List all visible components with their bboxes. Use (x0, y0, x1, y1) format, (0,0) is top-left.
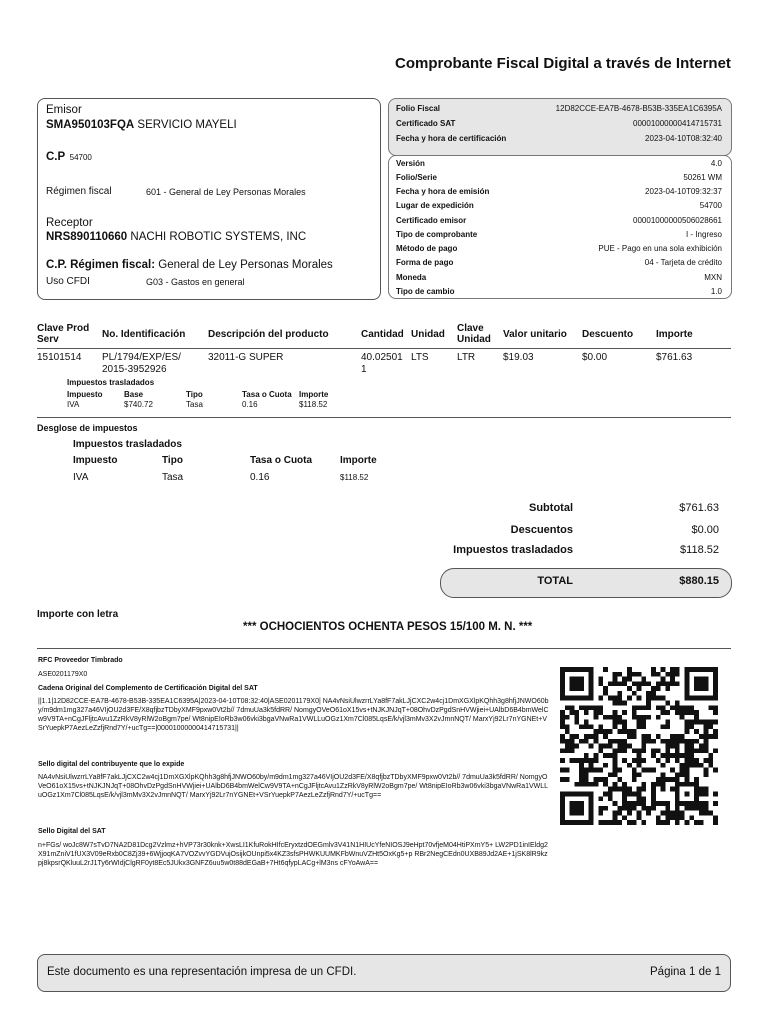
cert-sat-row (396, 119, 722, 128)
detail-label: Versión (396, 159, 425, 168)
detail-row (396, 258, 722, 267)
col-clave-unidad: Clave Unidad (457, 323, 491, 345)
col-clave-prod: Clave Prod Serv (37, 323, 90, 345)
detail-label: Fecha y hora de emisión (396, 187, 490, 196)
total-label: TOTAL (537, 575, 573, 587)
item-taxes-impuesto: IVA (67, 400, 80, 409)
detail-label: Moneda (396, 273, 427, 282)
detail-label: Certificado emisor (396, 216, 467, 225)
receptor-regimen: General de Ley Personas Morales (158, 259, 333, 271)
col-no-ident: No. Identificación (102, 329, 186, 340)
receptor-uso: G03 - Gastos en general (146, 277, 245, 287)
detail-row (396, 230, 722, 239)
col-cantidad: Cantidad (361, 329, 404, 340)
receptor-identity (46, 231, 306, 243)
desglose-subheading: Impuestos trasladados (73, 439, 182, 450)
cell-clave-unidad: LTR (457, 352, 476, 363)
cell-importe: $761.63 (656, 352, 693, 363)
importe-letra-label: Importe con letra (37, 609, 119, 620)
detail-row (396, 216, 722, 225)
desglose-col-impuesto: Impuesto (73, 455, 118, 466)
descuentos-label: Descuentos (510, 524, 573, 536)
fecha-cert-value: 2023-04-10T08:32:40 (645, 134, 722, 143)
detail-value: MXN (704, 273, 722, 282)
descuentos-value: $0.00 (691, 524, 719, 536)
cell-clave-prod: 15101514 (37, 352, 82, 363)
detail-label: Forma de pago (396, 258, 454, 267)
receptor-regimen-row (46, 259, 333, 271)
detail-row (396, 244, 722, 253)
footer-note: Este documento es una representación impresa de un CFDI. (47, 966, 357, 978)
fiscal-details-box (388, 155, 732, 299)
table-divider (37, 348, 731, 349)
item-taxes-col-impuesto: Impuesto (67, 390, 103, 399)
item-taxes-importe: $118.52 (299, 400, 328, 409)
impuestos-trasladados-value: $118.52 (680, 544, 719, 556)
document-title: Comprobante Fiscal Digital a través de Internet (395, 55, 731, 72)
detail-value: 1.0 (710, 287, 722, 296)
desglose-impuesto: IVA (73, 472, 89, 483)
cadena-original: ||1.1|12D82CCE-EA7B-4678-B53B-335EA1C6395A|2023-04-10T08:32:40|ASE0201179X0| NA4vNsiUlwzrrLYa8fF7akLJjCXC2w4cj1DmXGXlpKQhh3g8hfjJNWO60by/m9dm1mg327a46VIjOU2d3FE/X8qfjbzTDbyXMF9pxw0Vt2b// 7dmuUa3k5fdRR/ NomgyOVeO61oX15vs+tNJKJNJqT+08OhvDzPgdSnHVWjiei+UAlbD6B4bmWelCw9V9TA+nCgJFljtcAvu1ZzRkV8yRlW2oBgm7pe/ Wt8nipEIoRb3w06vki3bgaVNwRa1VWLLuOGz1Xm7Cl085LqsE/k/vjl3mMv3X2vJmnNQT/ MarxYj92Lr7nYGNEt+VSrYuepkP7AezLeZzfjRnd7Y/+ucTg==|00001000000414715731|| (38, 698, 549, 732)
item-taxes-heading: Impuestos trasladados (67, 378, 155, 387)
fiscal-folio-box (388, 98, 732, 156)
emisor-regimen-label: Régimen fiscal (46, 186, 112, 197)
cert-sat-label: Certificado SAT (396, 119, 456, 128)
total-value: $880.15 (679, 575, 719, 587)
detail-value: 54700 (699, 201, 722, 210)
detail-row (396, 187, 722, 196)
detail-row (396, 173, 722, 182)
detail-label: Tipo de comprobante (396, 230, 478, 239)
receptor-name: NACHI ROBOTIC SYSTEMS, INC (130, 231, 307, 243)
impuestos-trasladados-label: Impuestos trasladados (453, 544, 573, 556)
folio-fiscal-row (396, 104, 722, 113)
sello-sat: n+FGs/ woJc8W7sTvD7NA2D81Dcg2Vzlmz+hVP73r30knk+XwsLI1KfuRokHIfcEryxtzdOEGmlv3V41N1HIUcYfeNIOSJ9eHpt70vfjeM04HtiPXmY5+ LW2PD1inIEldg2X91mZniV1fUX3V09eRxb0C8Zj39+6WjjoqKA7VOZvvYGDVujOsijkOUnpi5x4KZ3sfsPHWKUUMKFbWnuVZHt5OxKg5+p RBr2NegCEdn0UXB89Jd2AE+1jSK8lR9kzpj8kpsrQKluuL2rJ1Ty6rWIdjClgRF0yt8Ec5JUkx3GNFZ6uu5w0t88dEGaB+7Ht6qfypLACg+lM3ns cFYoAwA== (38, 842, 548, 867)
sello-emisor: NA4vNsiUlwzrrLYa8fF7akLJjCXC2w4cj1DmXGXlpKQhh3g8hfjJNWO60by/m9dm1mg327a46VIjOU2d3FE/X8qfjbzTDbyXMF9pxw0Vt2b// 7dmuUa3k5fdRR/ NomgyOVeO61oX15vs+tNJKJNJqT+08OhvDzPgdSnHVWjiei+UAlbD6B4bmWelCw9V9TA+nCgJFljtcAvu1ZzRkV8yRlW2oBgm7pe/ Wt8nipEIoRb3w06vki3bgaVNwRa1VWLLuOGz1Xm7Cl085LqsE/k/vjl3mMv3X2vJmnNQT/ MarxYj92Lr7nYGNEt+VSrYuepkP7AezLeZzfjRnd7Y/+ucTg== (38, 774, 549, 799)
col-unidad: Unidad (411, 329, 445, 340)
receptor-cp-regimen-label: C.P. Régimen fiscal: (46, 259, 156, 271)
table-divider (37, 417, 731, 418)
folio-fiscal-value: 12D82CCE-EA7B-4678-B53B-335EA1C6395A (555, 104, 722, 113)
detail-row (396, 287, 722, 296)
detail-value: 2023-04-10T09:32:37 (645, 187, 722, 196)
detail-label: Folio/Serie (396, 173, 437, 182)
sello-emisor-label: Sello digital del contribuyente que lo expide (38, 761, 185, 768)
item-taxes-col-tipo: Tipo (186, 390, 203, 399)
cert-sat-value: 00001000000414715731 (633, 119, 722, 128)
emisor-regimen: 601 - General de Ley Personas Morales (146, 187, 306, 197)
cell-cantidad: 40.02501 1 (361, 352, 403, 375)
detail-row (396, 159, 722, 168)
emisor-cp-label: C.P (46, 151, 66, 163)
emisor-cp: 54700 (69, 153, 92, 162)
item-taxes-base: $740.72 (124, 400, 153, 409)
receptor-uso-label: Uso CFDI (46, 276, 90, 287)
importe-letra-value: *** OCHOCIENTOS OCHENTA PESOS 15/100 M. N. *** (243, 621, 533, 633)
subtotal-label: Subtotal (529, 502, 573, 514)
folio-fiscal-label: Folio Fiscal (396, 104, 441, 113)
section-divider (37, 648, 731, 649)
detail-value: I - Ingreso (685, 230, 722, 239)
emisor-identity (46, 119, 237, 131)
detail-row (396, 201, 722, 210)
cell-descripcion: 32011-G SUPER (208, 352, 284, 363)
rfc-pac-label: RFC Proveedor Timbrado (38, 657, 123, 664)
detail-value: 00001000000506028661 (633, 216, 722, 225)
item-taxes-col-importe: Importe (299, 390, 329, 399)
cell-unidad: LTS (411, 352, 429, 363)
item-taxes-col-tasa: Tasa o Cuota (242, 390, 292, 399)
desglose-importe: $118.52 (340, 473, 369, 482)
item-taxes-col-base: Base (124, 390, 144, 399)
detail-row (396, 273, 722, 282)
subtotal-value: $761.63 (679, 502, 719, 514)
cell-descuento: $0.00 (582, 352, 608, 363)
qr-code (560, 667, 718, 825)
col-importe: Importe (656, 329, 693, 340)
col-valor-unitario: Valor unitario (503, 329, 567, 340)
cell-valor-unitario: $19.03 (503, 352, 534, 363)
cell-no-ident: PL/1794/EXP/ES/ 2015-3952926 (102, 352, 181, 375)
detail-value: 04 - Tarjeta de crédito (644, 258, 722, 267)
detail-label: Lugar de expedición (396, 201, 474, 210)
emisor-cp-row (46, 147, 92, 165)
detail-value: 4.0 (710, 159, 722, 168)
cadena-label: Cadena Original del Complemento de Certificación Digital del SAT (38, 685, 258, 692)
detail-value: 50261 WM (683, 173, 722, 182)
desglose-tipo: Tasa (162, 472, 184, 483)
desglose-col-tipo: Tipo (162, 455, 183, 466)
page-number: Página 1 de 1 (650, 966, 721, 978)
detail-value: PUE - Pago en una sola exhibición (598, 244, 722, 253)
fecha-cert-row (396, 134, 722, 143)
receptor-heading: Receptor (46, 217, 93, 229)
desglose-col-tasa: Tasa o Cuota (250, 455, 313, 466)
detail-label: Tipo de cambio (396, 287, 455, 296)
desglose-heading: Desglose de impuestos (37, 423, 138, 433)
item-taxes-tasa: 0.16 (242, 400, 258, 409)
rfc-pac: ASE0201179X0 (38, 671, 88, 678)
detail-label: Método de pago (396, 244, 458, 253)
sello-sat-label: Sello Digital del SAT (38, 828, 106, 835)
col-descripcion: Descripción del producto (208, 329, 329, 340)
fecha-cert-label: Fecha y hora de certificación (396, 134, 507, 143)
desglose-col-importe: Importe (340, 455, 377, 466)
receptor-rfc: NRS890110660 (46, 231, 128, 243)
emisor-heading: Emisor (46, 104, 82, 116)
emisor-name: SERVICIO MAYELI (137, 119, 237, 131)
desglose-tasa: 0.16 (250, 472, 270, 483)
col-descuento: Descuento (582, 329, 634, 340)
item-taxes-tipo: Tasa (186, 400, 203, 409)
emisor-rfc: SMA950103FQA (46, 119, 135, 131)
